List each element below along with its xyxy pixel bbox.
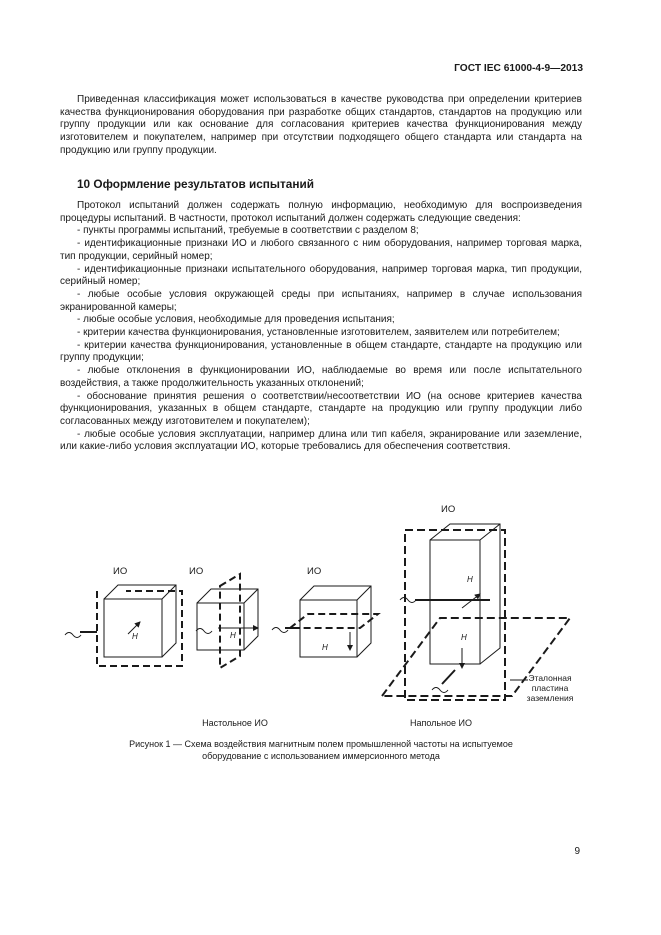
- section-body: [60, 200, 582, 454]
- ground-plane-label-3: заземления: [526, 693, 574, 703]
- field-label-2: H: [230, 631, 236, 640]
- caption-line-2: оборудование с использованием иммерсионного метода: [202, 750, 440, 761]
- list-item: - обоснование принятия решения о соответствии/несоответствии ИО (на основе критериев качества функционирования, указанных в общем стандарте, стандарте на продукцию или группу продукции либо согласованных между изготовителем и покупателем);: [60, 390, 582, 427]
- eut-label-4: ИО: [441, 504, 456, 515]
- caption-line-1: Рисунок 1 — Схема воздействия магнитным полем промышленной частоты на испытуемое: [129, 739, 513, 749]
- field-label-4: H: [467, 575, 473, 584]
- list-item: - любые особые условия эксплуатации, например длина или тип кабеля, экранирование или заземление, или какие-либо условия эксплуатации ИО, которые требовались для обеспечения соответствия.: [60, 428, 582, 453]
- list-item: - любые особые условия окружающей среды при испытаниях, например в случае использования экранированной камеры;: [60, 288, 582, 313]
- intro-text: Приведенная классификация может использоваться в качестве руководства при определении критериев качества функционирования оборудования при разработке общих стандартов, стандартов на продукцию или группу продукции или как основание для согласования критериев качества функционирования между изготовителем и покупателем, например при отсутствии подходящего общего стандарта или стандарта на продукцию или группу продукции.: [60, 94, 582, 156]
- list-item: - любые особые условия, необходимые для проведения испытания;: [77, 314, 395, 326]
- eut-label-1: ИО: [113, 566, 128, 577]
- page-number: 9: [574, 846, 580, 857]
- figure-caption: [60, 739, 582, 762]
- eut-cube-1: [65, 585, 182, 666]
- eut-label-2: ИО: [189, 566, 204, 577]
- section-lead: Протокол испытаний должен содержать полную информацию, необходимую для воспроизведения процедуры испытаний. В частности, протокол испытаний должен содержать следующие сведения:: [60, 200, 582, 224]
- list-item: - идентификационные признаки испытательного оборудования, например торговая марка, тип продукции, серийный номер;: [60, 263, 582, 288]
- tabletop-label: Настольное ИО: [202, 718, 268, 728]
- field-label-5: H: [461, 633, 467, 642]
- figure-1: [60, 500, 600, 740]
- intro-paragraph: [60, 94, 582, 158]
- eut-cube-2: [196, 574, 258, 668]
- list-item: - пункты программы испытаний, требуемые в соответствии с разделом 8;: [77, 225, 419, 237]
- list-item: - критерии качества функционирования, установленные в общем стандарте, стандарте на продукцию или группу продукции;: [60, 339, 582, 364]
- field-label-1: H: [132, 632, 138, 641]
- section-heading: 10 Оформление результатов испытаний: [77, 177, 314, 191]
- field-label-3: H: [322, 643, 328, 652]
- ground-plane-label-2: пластина: [531, 683, 569, 693]
- ground-plane-label-1: Эталонная: [528, 673, 572, 683]
- list-item: - идентификационные признаки ИО и любого связанного с ним оборудования, например торговая марка, тип продукции, серийный номер;: [60, 238, 582, 262]
- list-item: - критерии качества функционирования, установленные изготовителем, заявителем или потребителем;: [77, 327, 560, 339]
- document-header: ГОСТ IEC 61000-4-9—2013: [454, 63, 583, 74]
- eut-label-3: ИО: [307, 566, 322, 577]
- immersion-diagram: [60, 500, 600, 740]
- floor-label: Напольное ИО: [409, 718, 473, 728]
- list-item: - любые отклонения в функционировании ИО, наблюдаемые во время или после испытательного воздействия, а также продолжительность указанных отклонений;: [60, 365, 582, 389]
